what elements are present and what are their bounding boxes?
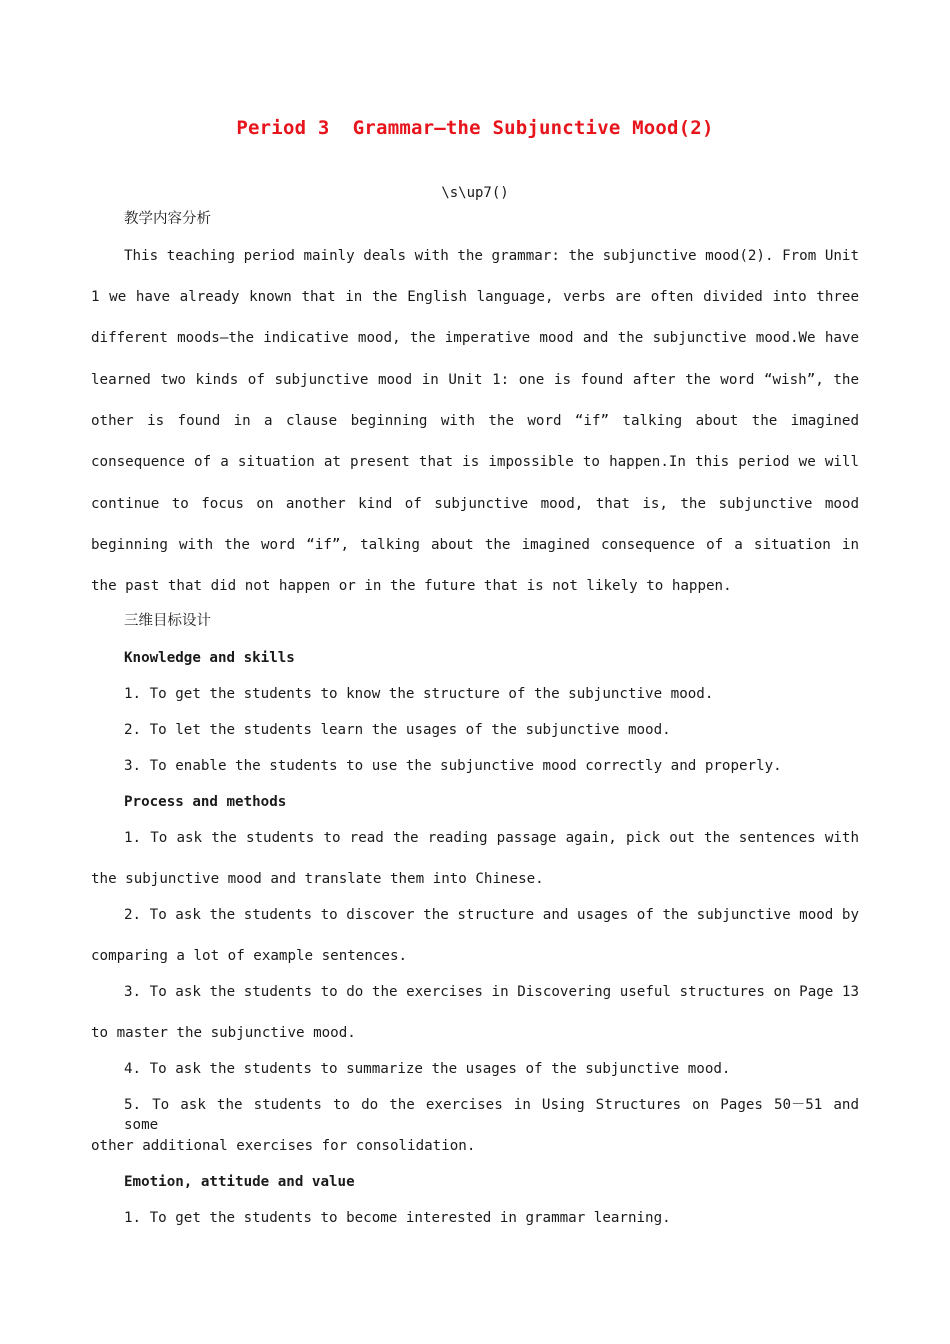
knowledge-item: 3. To enable the students to use the subjunctive mood correctly and properly. <box>124 758 782 774</box>
paragraph-line: learned two kinds of subjunctive mood in Unit 1: one is found after the word “wish”, the <box>91 372 859 388</box>
knowledge-item: 2. To let the students learn the usages of the subjunctive mood. <box>124 722 671 738</box>
emotion-item: 1. To get the students to become interested in grammar learning. <box>124 1210 671 1226</box>
goals-heading: 三维目标设计 <box>124 613 211 629</box>
process-item-continuation: the subjunctive mood and translate them into Chinese. <box>91 871 544 887</box>
paragraph-line: the past that did not happen or in the future that is not likely to happen. <box>91 578 732 594</box>
page-title: Period 3 Grammar—the Subjunctive Mood(2) <box>236 117 714 139</box>
paragraph-line: consequence of a situation at present that is impossible to happen.In this period we will <box>91 454 859 470</box>
emotion-attitude-heading: Emotion, attitude and value <box>124 1174 355 1190</box>
process-methods-heading: Process and methods <box>124 794 287 810</box>
paragraph-line: beginning with the word “if”, talking about the imagined consequence of a situation in <box>91 537 859 553</box>
process-item-first-line: 5. To ask the students to do the exercises in Using Structures on Pages 50－51 and some <box>124 1097 859 1133</box>
process-item-first-line: 2. To ask the students to discover the structure and usages of the subjunctive mood by <box>124 907 859 923</box>
content-analysis-heading: 教学内容分析 <box>124 211 211 227</box>
paragraph-line: other is found in a clause beginning with the word “if” talking about the imagined <box>91 413 859 429</box>
knowledge-item: 1. To get the students to know the structure of the subjunctive mood. <box>124 686 714 702</box>
knowledge-skills-heading: Knowledge and skills <box>124 650 295 666</box>
process-item-continuation: other additional exercises for consolidation. <box>91 1138 476 1154</box>
paragraph-line: different moods—the indicative mood, the imperative mood and the subjunctive mood.We have <box>91 330 859 346</box>
process-item-continuation: comparing a lot of example sentences. <box>91 948 408 964</box>
paragraph-line: 1 we have already known that in the English language, verbs are often divided into three <box>91 289 859 305</box>
process-item-first-line: 4. To ask the students to summarize the usages of the subjunctive mood. <box>124 1061 731 1077</box>
process-item-first-line: 1. To ask the students to read the reading passage again, pick out the sentences with <box>124 830 859 846</box>
process-item-first-line: 3. To ask the students to do the exercises in Discovering useful structures on Page 13 <box>124 984 859 1000</box>
process-item-continuation: to master the subjunctive mood. <box>91 1025 356 1041</box>
field-code-text: \s\up7() <box>441 185 509 201</box>
paragraph-line: This teaching period mainly deals with the grammar: the subjunctive mood(2). From Unit <box>124 248 859 264</box>
paragraph-line: continue to focus on another kind of subjunctive mood, that is, the subjunctive mood <box>91 496 859 512</box>
